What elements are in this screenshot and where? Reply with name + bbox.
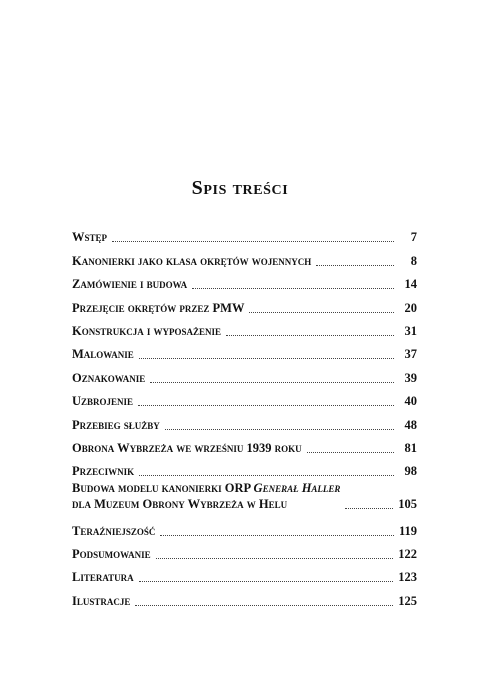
toc-entry-page: 119 bbox=[398, 523, 417, 538]
toc-heading: Spis treści bbox=[191, 177, 289, 199]
toc-entry-title: Wstęp bbox=[72, 230, 108, 245]
toc-entry-title: Przeciwnik bbox=[72, 464, 135, 479]
dot-leader bbox=[345, 508, 393, 509]
dot-leader bbox=[165, 429, 394, 430]
toc-entry-title: Teraźniejszość bbox=[72, 523, 156, 538]
toc-entry-page: 8 bbox=[410, 253, 417, 268]
toc-entry-page: 39 bbox=[404, 370, 417, 385]
toc-entry bbox=[72, 292, 417, 315]
dot-leader bbox=[139, 475, 394, 476]
toc-entry-title: Ilustracje bbox=[72, 593, 131, 608]
toc-entry-title: Uzbrojenie bbox=[72, 394, 134, 409]
toc-entry-title: Przejęcie okrętów przez PMW bbox=[72, 300, 245, 315]
toc-entry bbox=[72, 245, 417, 268]
dot-leader bbox=[112, 241, 394, 242]
toc-entry bbox=[72, 269, 417, 292]
toc-entry bbox=[72, 585, 417, 608]
toc-entry bbox=[72, 481, 417, 512]
dot-leader bbox=[150, 382, 394, 383]
toc-entry bbox=[72, 316, 417, 339]
toc-entry-page: 37 bbox=[404, 347, 417, 362]
toc-entry-page: 125 bbox=[398, 593, 417, 608]
dot-leader bbox=[192, 288, 394, 289]
dot-leader bbox=[316, 265, 394, 266]
toc-entry-title-line1-text: Budowa modelu kanonierki ORP bbox=[72, 481, 254, 496]
toc-entry-page: 48 bbox=[404, 417, 417, 432]
toc-entry-title: Oznakowanie bbox=[72, 370, 146, 385]
dot-leader bbox=[249, 312, 394, 313]
toc-entry bbox=[72, 433, 417, 456]
dot-leader bbox=[138, 405, 394, 406]
dot-leader bbox=[135, 605, 393, 606]
toc-entry-title: Kanonierki jako klasa okrętów wojennych bbox=[72, 253, 312, 268]
toc-entry-page: 7 bbox=[410, 230, 417, 245]
toc-entry bbox=[72, 362, 417, 385]
toc-entry bbox=[72, 515, 417, 538]
toc-entry bbox=[72, 339, 417, 362]
toc-entry-page: 105 bbox=[398, 497, 417, 512]
toc-entry bbox=[72, 562, 417, 585]
toc-entry-title: Malowanie bbox=[72, 347, 134, 362]
toc-entry-title: Literatura bbox=[72, 570, 134, 585]
toc-entry-page: 31 bbox=[404, 323, 417, 338]
dot-leader bbox=[139, 581, 394, 582]
toc-entry-title-line1 bbox=[72, 480, 340, 496]
toc-entry-title-line2: dla Muzeum Obrony Wybrzeża w Helu bbox=[72, 497, 288, 512]
toc-entry-title: Zamówienie i budowa bbox=[72, 277, 188, 292]
toc-entry-page: 81 bbox=[404, 440, 417, 455]
toc-entry-title: Obrona Wybrzeża we wrześniu 1939 roku bbox=[72, 440, 302, 455]
ship-name: Generał Haller bbox=[253, 481, 341, 496]
toc-entry-page: 20 bbox=[404, 300, 417, 315]
toc-entry bbox=[72, 222, 417, 245]
toc-entry-page: 123 bbox=[398, 570, 417, 585]
toc-entry bbox=[72, 539, 417, 562]
dot-leader bbox=[156, 558, 394, 559]
toc-entry bbox=[72, 386, 417, 409]
toc-entry bbox=[72, 456, 417, 479]
toc-entry-page: 40 bbox=[404, 394, 417, 409]
table-of-contents bbox=[72, 222, 417, 609]
toc-entry-title: Konstrukcja i wyposażenie bbox=[72, 323, 221, 338]
toc-entry-title: Podsumowanie bbox=[72, 547, 151, 562]
toc-entry-title bbox=[72, 480, 340, 512]
dot-leader bbox=[226, 335, 394, 336]
toc-entry-page: 122 bbox=[398, 547, 417, 562]
dot-leader bbox=[307, 452, 394, 453]
toc-entry-page: 14 bbox=[404, 277, 417, 292]
toc-entry bbox=[72, 409, 417, 432]
dot-leader bbox=[139, 358, 394, 359]
toc-entry-title: Przebieg służby bbox=[72, 417, 160, 432]
dot-leader bbox=[160, 535, 394, 536]
toc-entry-page: 98 bbox=[404, 464, 417, 479]
